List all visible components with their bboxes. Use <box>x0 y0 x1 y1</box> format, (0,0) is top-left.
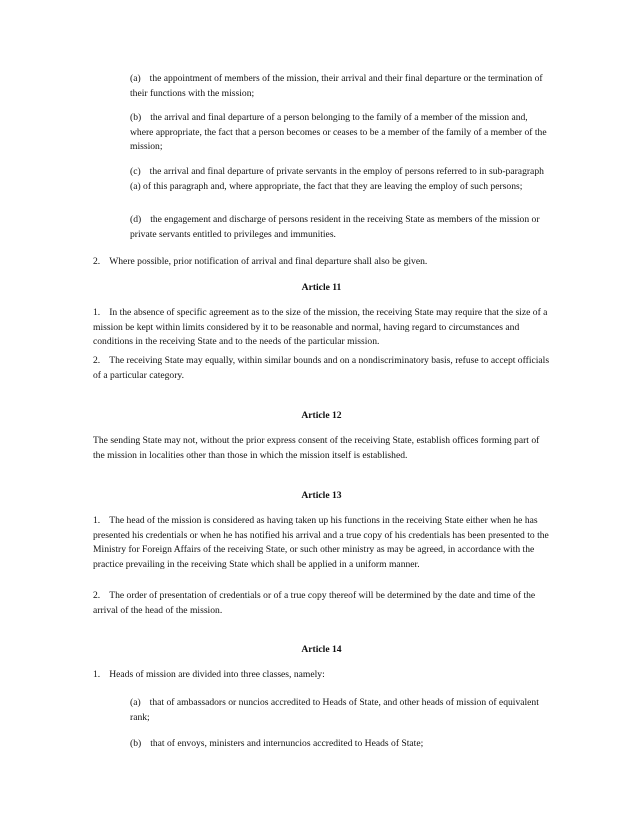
paragraph-text: In the absence of specific agreement as to the size of the mission, the receiving State may require that the size of a mission be kept within limits considered by it to be reasonable and normal, having regard to circumstances and conditions in the receiving State and to the needs of the particular mission. <box>93 307 548 347</box>
item-label: (b) <box>130 738 142 749</box>
article14-heading: Article 14 <box>301 644 342 655</box>
article10-paragraph-2 <box>93 255 550 270</box>
article14-item-b <box>130 737 550 752</box>
item-text: that of envoys, ministers and internuncios accredited to Heads of State; <box>150 738 424 749</box>
paragraph-text: Heads of mission are divided into three classes, namely: <box>109 669 325 680</box>
article13-paragraph-1 <box>93 514 550 572</box>
paragraph-number: 1. <box>93 307 101 318</box>
article10-item-d <box>130 213 550 242</box>
paragraph-text: The receiving State may equally, within similar bounds and on a nondiscriminatory basis, refuse to accept officials of a particular category. <box>93 355 550 381</box>
article10-item-b <box>130 111 550 155</box>
item-label: (c) <box>130 166 141 177</box>
article10-item-c <box>130 165 550 194</box>
paragraph-number: 2. <box>93 590 101 601</box>
paragraph-number: 1. <box>93 669 101 680</box>
paragraph-number: 1. <box>93 515 101 526</box>
article12-heading: Article 12 <box>301 410 342 421</box>
article12-paragraph-1 <box>93 434 550 463</box>
item-label: (d) <box>130 214 142 225</box>
item-label: (b) <box>130 112 142 123</box>
paragraph-text: The order of presentation of credentials or of a true copy thereof will be determined by the date and time of the arrival of the head of the mission. <box>93 590 536 616</box>
paragraph-text: Where possible, prior notification of arrival and final departure shall also be given. <box>109 256 428 267</box>
article11-heading: Article 11 <box>301 282 342 293</box>
paragraph-number: 2. <box>93 256 101 267</box>
article14-item-a <box>130 696 550 725</box>
paragraph-text: The head of the mission is considered as having taken up his functions in the receiving State either when he has presented his credentials or when he has notified his arrival and a true copy of his credentials has been presented to the Ministry for Foreign Affairs of the receiving State, or such other ministry as may be agreed, in accordance with the practice prevailing in the receiving State which shall be applied in a uniform manner. <box>93 515 549 570</box>
paragraph-number: 2. <box>93 355 101 366</box>
article10-item-a <box>130 72 550 101</box>
article13-paragraph-2 <box>93 589 550 618</box>
article13-heading: Article 13 <box>301 490 342 501</box>
item-text: the engagement and discharge of persons resident in the receiving State as members of the mission or private servants entitled to privileges and immunities. <box>130 214 540 240</box>
item-text: the appointment of members of the mission, their arrival and their final departure or the termination of their functions with the mission; <box>130 73 543 99</box>
article14-paragraph-1 <box>93 668 550 683</box>
item-text: the arrival and final departure of a person belonging to the family of a member of the mission and, where appropriate, the fact that a person becomes or ceases to be a member of the family of a member of the mission; <box>130 112 547 152</box>
paragraph-text: The sending State may not, without the prior express consent of the receiving State, establish offices forming part of the mission in localities other than those in which the mission itself is established. <box>93 435 540 461</box>
article11-paragraph-1 <box>93 306 550 350</box>
article11-paragraph-2 <box>93 354 550 383</box>
item-label: (a) <box>130 697 141 708</box>
item-text: that of ambassadors or nuncios accredited to Heads of State, and other heads of mission of equivalent rank; <box>130 697 539 723</box>
item-text: the arrival and final departure of private servants in the employ of persons referred to in sub-paragraph (a) of this paragraph and, where appropriate, the fact that they are leaving the employ of such persons; <box>130 166 544 192</box>
item-label: (a) <box>130 73 141 84</box>
